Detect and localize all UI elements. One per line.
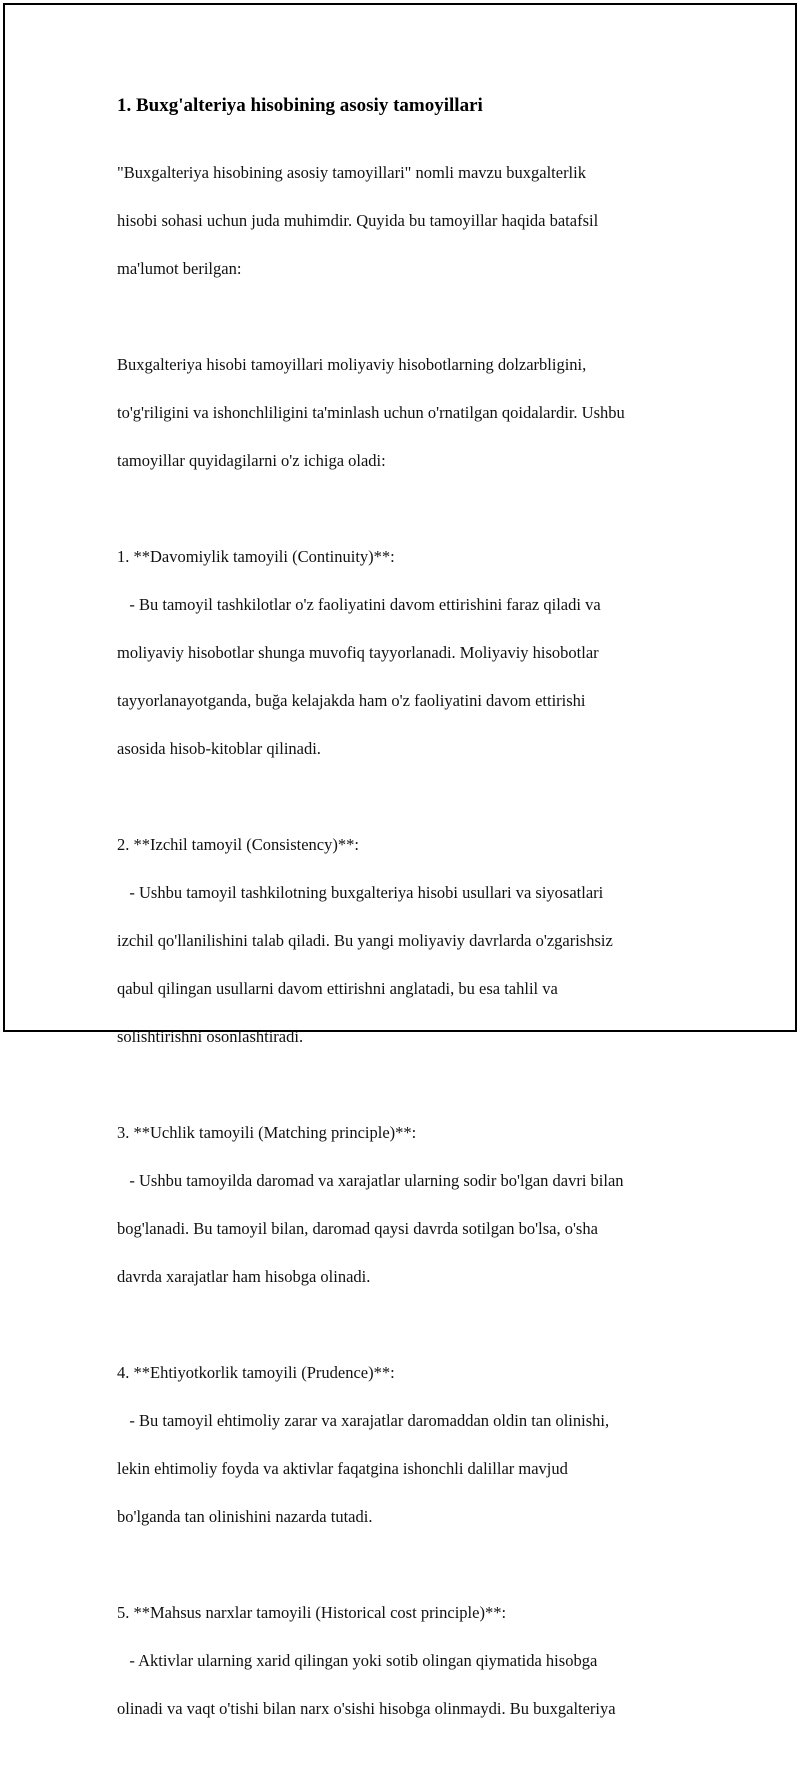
text-line: - Ushbu tamoyilda daromad va xarajatlar ularning sodir bo'lgan davri bilan [117,1171,624,1190]
intro-paragraph [117,137,697,305]
text-line: - Aktivlar ularning xarid qilingan yoki sotib olingan qiymatida hisobga [117,1651,598,1670]
principle-heading: 5. **Mahsus narxlar tamoyili (Historical cost principle)**: [117,1603,507,1622]
text-line: davrda xarajatlar ham hisobga olinadi. [117,1267,371,1286]
text-line: qabul qilingan usullarni davom ettirishni anglatadi, bu esa tahlil va [117,979,558,998]
text-line: izchil qo'llanilishini talab qiladi. Bu yangi moliyaviy davrlarda o'zgarishsiz [117,931,613,950]
principle-prudence [117,1337,697,1553]
text-line: "Buxgalteriya hisobining asosiy tamoyillari" nomli mavzu buxgalterlik [117,163,586,182]
text-line: bog'lanadi. Bu tamoyil bilan, daromad qaysi davrda sotilgan bo'lsa, o'sha [117,1219,598,1238]
text-line: hisobi sohasi uchun juda muhimdir. Quyida bu tamoyillar haqida batafsil [117,211,599,230]
text-line: asosida hisob-kitoblar qilinadi. [117,739,321,758]
text-line: Buxgalteriya hisobi tamoyillari moliyaviy hisobotlarning dolzarbligini, [117,355,587,374]
text-line: tamoyillar quyidagilarni o'z ichiga oladi: [117,451,386,470]
text-line: - Bu tamoyil tashkilotlar o'z faoliyatini davom ettirishini faraz qiladi va [117,595,601,614]
text-line: to'g'riligini va ishonchliligini ta'minlash uchun o'rnatilgan qoidalardir. Ushbu [117,403,625,422]
document-body [117,93,697,1769]
text-line: - Bu tamoyil ehtimoliy zarar va xarajatlar daromaddan oldin tan olinishi, [117,1411,610,1430]
text-line: ma'lumot berilgan: [117,259,242,278]
document-title: 1. Buxg'alteriya hisobining asosiy tamoyillari [117,95,483,116]
principle-continuity [117,521,697,785]
definition-paragraph [117,329,697,497]
principle-consistency [117,809,697,1073]
principle-heading: 1. **Davomiylik tamoyili (Continuity)**: [117,547,395,566]
principle-matching [117,1097,697,1313]
text-line: lekin ehtimoliy foyda va aktivlar faqatgina ishonchli dalillar mavjud [117,1459,568,1478]
principle-heading: 3. **Uchlik tamoyili (Matching principle)**: [117,1123,417,1142]
text-line: bo'lganda tan olinishini nazarda tutadi. [117,1507,373,1526]
text-line: moliyaviy hisobotlar shunga muvofiq tayyorlanadi. Moliyaviy hisobotlar [117,643,599,662]
principle-heading: 4. **Ehtiyotkorlik tamoyili (Prudence)**: [117,1363,395,1382]
text-line: solishtirishni osonlashtiradi. [117,1027,304,1046]
principle-heading: 2. **Izchil tamoyil (Consistency)**: [117,835,359,854]
text-line: tayyorlanayotganda, buğa kelajakda ham o'z faoliyatini davom ettirishi [117,691,586,710]
text-line: - Ushbu tamoyil tashkilotning buxgalteriya hisobi usullari va siyosatlari [117,883,604,902]
principle-historical-cost [117,1577,697,1745]
text-line: olinadi va vaqt o'tishi bilan narx o'sishi hisobga olinmaydi. Bu buxgalteriya [117,1699,616,1718]
